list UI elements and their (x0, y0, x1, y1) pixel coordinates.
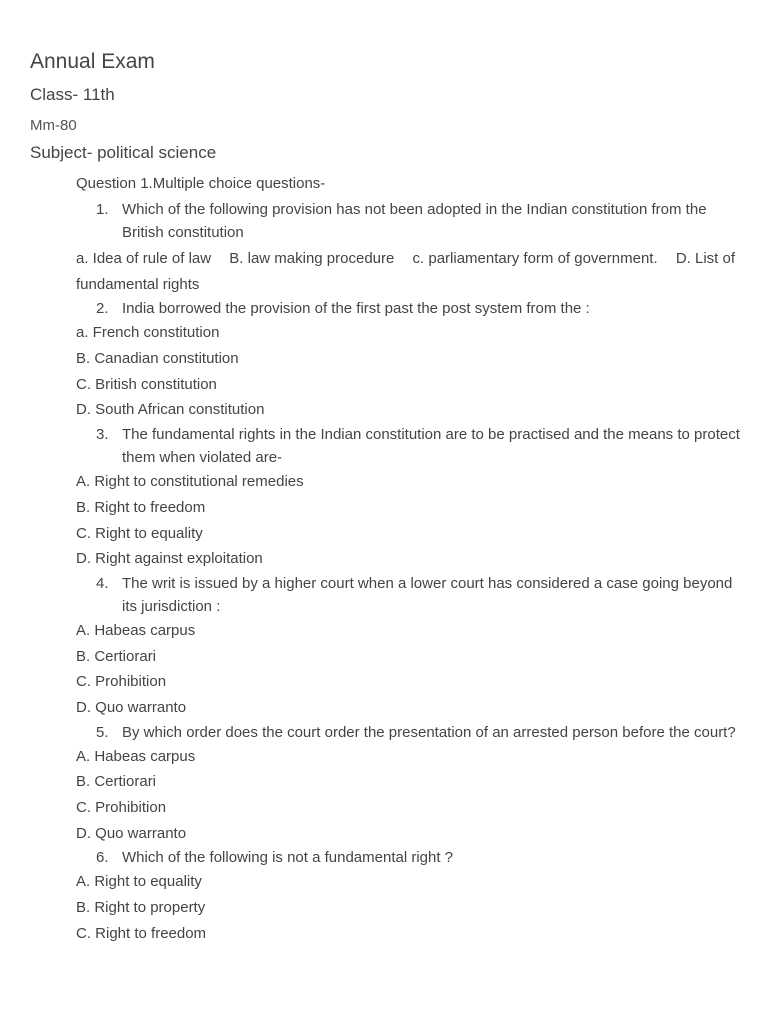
option: A. Habeas carpus (76, 621, 196, 639)
question-text: The fundamental rights in the Indian constitution are to be practised and the means to protect them when violated are- (122, 426, 740, 467)
option: D. South African constitution (76, 401, 265, 419)
option: D. Right against exploitation (76, 550, 263, 568)
class-label: Class- 11th (30, 85, 115, 104)
question-text: By which order does the court order the presentation of an arrested person before the court? (122, 723, 736, 741)
option: D. List of fundamental rights (76, 250, 735, 293)
question-text: Which of the following is not a fundamental right ? (122, 849, 454, 867)
option: B. Right to property (76, 899, 206, 917)
subject-label: Subject- political science (30, 143, 217, 162)
option: B. Right to freedom (76, 498, 206, 516)
max-marks: Mm-80 (30, 117, 77, 134)
option: B. Canadian constitution (76, 350, 239, 368)
question-number: 5. (96, 723, 109, 741)
option: C. Prohibition (76, 799, 167, 817)
option: D. Quo warranto (76, 824, 187, 842)
option: C. Prohibition (76, 673, 167, 691)
option-row (76, 246, 746, 297)
option: B. Certiorari (76, 647, 157, 665)
question-number: 1. (96, 201, 109, 218)
section-intro: Question 1.Multiple choice questions- (76, 175, 326, 192)
question (96, 423, 746, 469)
option: A. Right to constitutional remedies (76, 473, 304, 491)
option: C. Right to equality (76, 524, 203, 542)
question (96, 198, 746, 244)
question (96, 846, 746, 869)
question-number: 6. (96, 849, 109, 867)
question-number: 4. (96, 574, 109, 592)
option: D. Quo warranto (76, 698, 187, 716)
question-text: India borrowed the provision of the first past the post system from the : (122, 300, 590, 318)
option: c. parliamentary form of government. (412, 250, 658, 267)
question-section (76, 172, 746, 946)
option: A. Right to equality (76, 873, 202, 891)
option: a. Idea of rule of law (76, 250, 212, 267)
question-number: 3. (96, 426, 109, 444)
question-number: 2. (96, 300, 109, 318)
option: C. British constitution (76, 375, 217, 393)
question-text: The writ is issued by a higher court when a lower court has considered a case going beyond its jurisdiction : (122, 574, 733, 615)
option: B. law making procedure (229, 250, 395, 267)
question (96, 721, 746, 744)
option: A. Habeas carpus (76, 747, 196, 765)
option: B. Certiorari (76, 773, 157, 791)
exam-title: Annual Exam (30, 50, 155, 73)
question (96, 572, 746, 618)
option: C. Right to freedom (76, 924, 207, 942)
option: a. French constitution (76, 324, 220, 342)
question (96, 297, 746, 320)
question-text: Which of the following provision has not been adopted in the Indian constitution from the British constitution (122, 201, 707, 241)
